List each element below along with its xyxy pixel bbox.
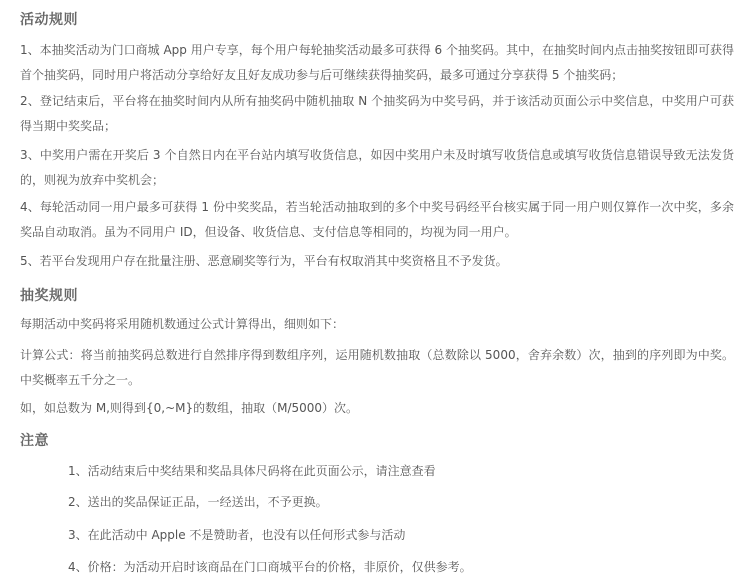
- note-item-3: 3、在此活动中 Apple 不是赞助者，也没有以任何形式参与活动: [68, 528, 406, 542]
- note-item-4: 4、价格：为活动开启时该商品在门口商城平台的价格，非原价，仅供参考。: [68, 560, 472, 574]
- lottery-rules-heading: 抽奖规则: [20, 288, 78, 304]
- activity-rule-2: 2、登记结束后，平台将在抽奖时间内从所有抽奖码中随机抽取 N 个抽奖码为中奖号码，并于该活动页面公示中奖信息，中奖用户可获得当期中奖奖品；: [20, 94, 734, 133]
- activity-rule-1: 1、本抽奖活动为门口商城 App 用户专享，每个用户每轮抽奖活动最多可获得 6 个抽奖码。其中，在抽奖时间内点击抽奖按钮即可获得首个抽奖码，同时用户将活动分享给好友且好友成功参与后可继续获得抽奖码，最多可通过分享获得 5 个抽奖码；: [20, 43, 734, 82]
- notes-heading: 注意: [20, 433, 49, 449]
- note-item-1: 1、活动结束后中奖结果和奖品具体尺码将在此页面公示，请注意查看: [68, 464, 436, 478]
- activity-rule-5: 5、若平台发现用户存在批量注册、恶意刷奖等行为，平台有权取消其中奖资格且不予发货。: [20, 254, 508, 268]
- lottery-rules-intro: 每期活动中奖码将采用随机数通过公式计算得出，细则如下：: [20, 317, 345, 331]
- note-item-2: 2、送出的奖品保证正品，一经送出，不予更换。: [68, 495, 328, 509]
- activity-rules-heading: 活动规则: [20, 12, 78, 28]
- lottery-rules-formula: 计算公式：将当前抽奖码总数进行自然排序得到数组序列，运用随机数抽取（总数除以 5000，舍弃余数）次，抽到的序列即为中奖。中奖概率五千分之一。: [20, 348, 734, 387]
- lottery-rules-example: 如，如总数为 M,则得到{0,~M}的数组，抽取（M/5000）次。: [20, 401, 359, 415]
- activity-rule-3: 3、中奖用户需在开奖后 3 个自然日内在平台站内填写收货信息，如因中奖用户未及时填写收货信息或填写收货信息错误导致无法发货的，则视为放弃中奖机会；: [20, 148, 734, 187]
- activity-rule-4: 4、每轮活动同一用户最多可获得 1 份中奖奖品，若当轮活动抽取到的多个中奖号码经平台核实属于同一用户则仅算作一次中奖，多余奖品自动取消。虽为不同用户 ID，但设备、收货信息、支付信息等相同的，均视为同一用户。: [20, 200, 734, 239]
